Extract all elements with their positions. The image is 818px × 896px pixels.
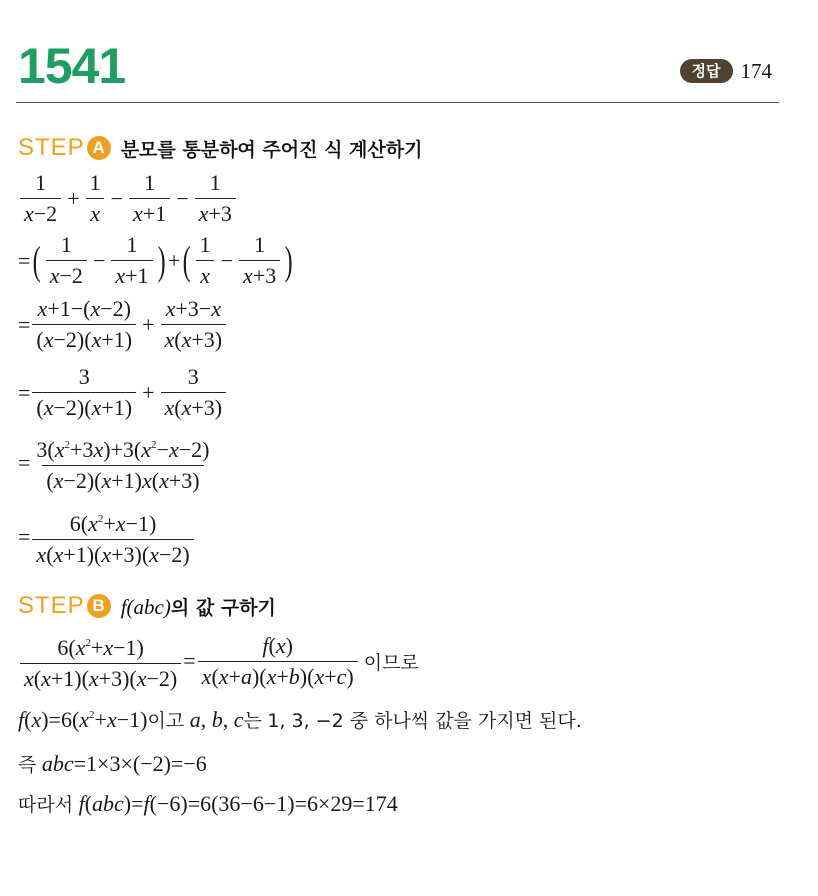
answer-reference [680,58,772,84]
text-line-9: 즉 abc=1×3×(−2)=−6 [18,751,207,776]
text-line-10: 따라서 f(abc)=f(−6)=6(36−6−1)=6×29=174 [18,791,398,816]
text-neun: 는 [243,710,262,732]
text-values-sentence: 1, 3, −2 중 하나씩 값을 가지면 된다. [267,710,582,732]
equation-line-2: = ( $\frac{1}{x-2}$ − $\frac{1}{x+1}$ ) + ( $\frac{1}{x}$ − $\frac{1}{x+3}$ ) [18,232,293,288]
step-a-header [18,134,422,162]
equation-line-1: $\frac{1}{x-2}$ + $\frac{1}{x}$ − $\frac{1}{x+1}$ − $\frac{1}{x+3}$ [18,170,238,227]
text-ttaraseo: 따라서 [18,794,74,816]
equation-line-5: = $\frac{3(x^2+3x)+3(x^2-x-2)}{(x-2)(x+1)x(x+3)}$ [18,437,210,493]
problem-number: 1541 [18,38,126,94]
text-jeuk: 즉 [18,754,37,776]
equation-line-3: = $\frac{x+1-(x-2)}{(x-2)(x+1)}$ + $\frac{x+3-x}{x(x+3)}$ [18,296,228,353]
text-igo: 이고 [147,710,185,732]
step-b-title: 의 값 구하기 [170,596,276,619]
step-a-letter-icon: A [87,136,111,160]
equation-line-6: = $\frac{6(x^2+x-1)}{x(x+1)(x+3)(x-2)}$ [18,506,196,568]
text-line-8: $f(x)=6(x^2+x-1)$이고 a, b, c는 1, 3, −2 중 하나씩 값을 가지면 된다. [18,707,582,732]
answer-badge: 정답 [680,59,733,83]
equation-line-4: = $\frac{3}{(x-2)(x+1)}$ + $\frac{3}{x(x+3)}$ [18,364,228,421]
header-divider [16,102,779,103]
text-imeuro: 이므로 [363,651,419,674]
step-b-title-math: f(abc) [120,594,171,619]
step-a-title: 분모를 통분하여 주어진 식 계산하기 [120,138,423,161]
step-b-tag: STEP [18,592,85,619]
step-b-letter-icon: B [87,594,111,618]
step-b-header [18,592,276,620]
step-a-tag: STEP [18,134,85,161]
equation-line-7: $\frac{6(x^2+x-1)}{x(x+1)(x+3)(x-2)}$ = $\frac{f(x)}{x(x+a)(x+b)(x+c)}$ 이므로 [18,630,419,692]
answer-page-number: 174 [740,59,772,83]
